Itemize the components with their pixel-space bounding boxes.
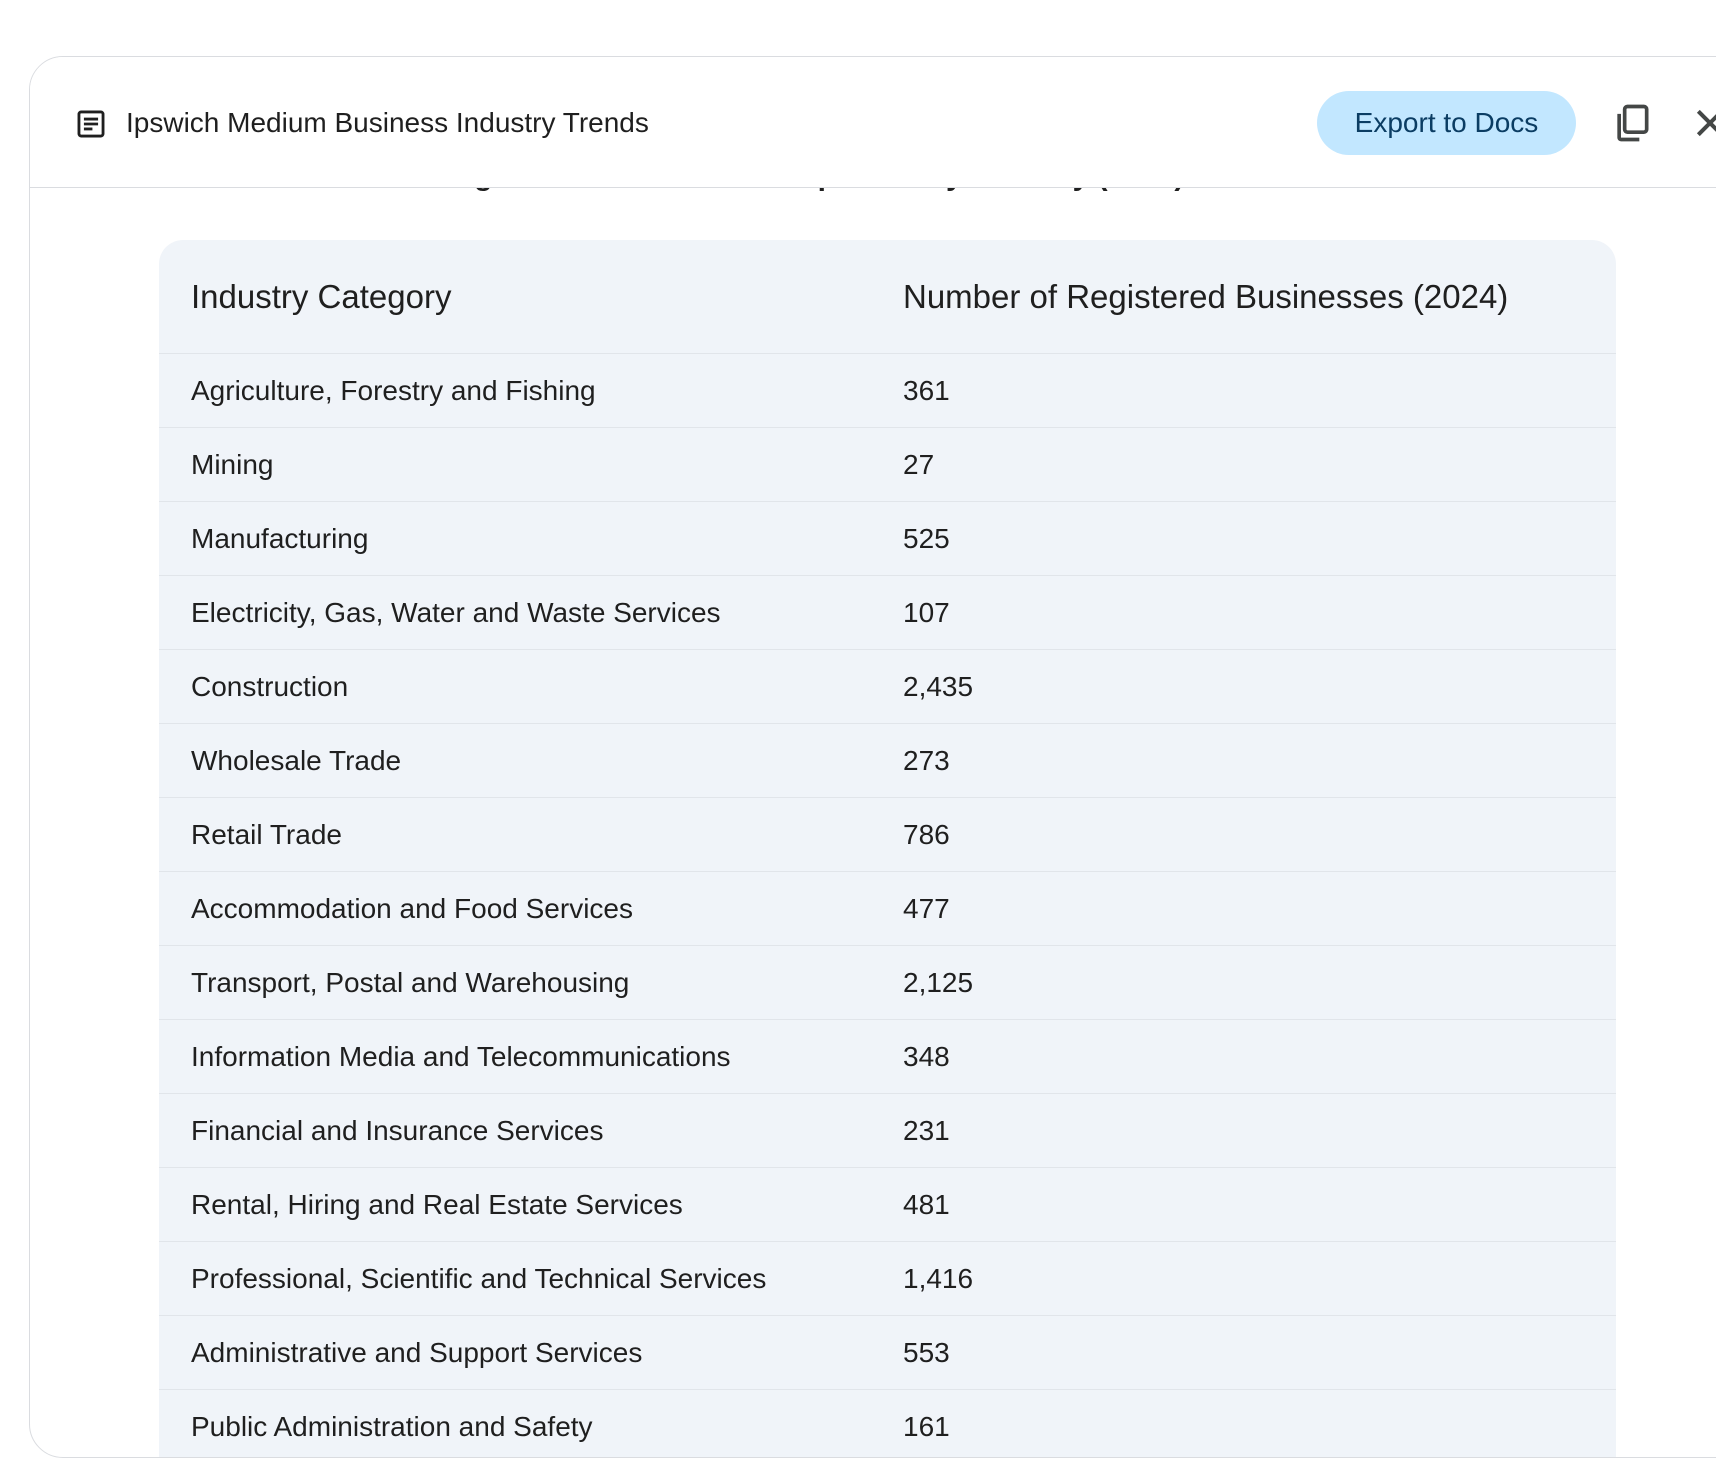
column-header-count: Number of Registered Businesses (2024) <box>871 240 1616 354</box>
table-row <box>159 354 1616 428</box>
count-cell: 786 <box>871 798 1616 872</box>
count-cell: 161 <box>871 1390 1616 1459</box>
industry-cell: Administrative and Support Services <box>159 1316 871 1390</box>
count-cell: 348 <box>871 1020 1616 1094</box>
table-row <box>159 872 1616 946</box>
table-row <box>159 724 1616 798</box>
count-cell: 27 <box>871 428 1616 502</box>
count-cell: 2,435 <box>871 650 1616 724</box>
count-cell: 553 <box>871 1316 1616 1390</box>
table-row <box>159 798 1616 872</box>
artifact-panel <box>29 56 1716 1458</box>
table-row <box>159 1390 1616 1459</box>
panel-header <box>30 57 1716 188</box>
industry-cell: Information Media and Telecommunications <box>159 1020 871 1094</box>
table-row <box>159 946 1616 1020</box>
industry-cell: Retail Trade <box>159 798 871 872</box>
table-row <box>159 502 1616 576</box>
panel-title: Ipswich Medium Business Industry Trends <box>126 107 649 138</box>
table-row <box>159 1094 1616 1168</box>
industry-cell: Electricity, Gas, Water and Waste Services <box>159 576 871 650</box>
table-row <box>159 650 1616 724</box>
industry-cell: Public Administration and Safety <box>159 1390 871 1459</box>
document-icon <box>74 107 108 141</box>
table-row <box>159 1020 1616 1094</box>
industry-cell: Manufacturing <box>159 502 871 576</box>
count-cell: 2,125 <box>871 946 1616 1020</box>
industry-cell: Mining <box>159 428 871 502</box>
table-row <box>159 1168 1616 1242</box>
industry-cell: Agriculture, Forestry and Fishing <box>159 354 871 428</box>
close-icon[interactable] <box>1690 103 1716 143</box>
count-cell: 273 <box>871 724 1616 798</box>
count-cell: 107 <box>871 576 1616 650</box>
count-cell: 477 <box>871 872 1616 946</box>
copy-icon[interactable] <box>1610 101 1654 145</box>
industry-cell: Transport, Postal and Warehousing <box>159 946 871 1020</box>
industry-cell: Financial and Insurance Services <box>159 1094 871 1168</box>
industry-cell: Accommodation and Food Services <box>159 872 871 946</box>
industry-cell: Construction <box>159 650 871 724</box>
industry-table <box>159 240 1616 1458</box>
table-header-row <box>159 240 1616 354</box>
column-header-industry: Industry Category <box>159 240 871 354</box>
table-row <box>159 576 1616 650</box>
count-cell: 361 <box>871 354 1616 428</box>
export-to-docs-button[interactable]: Export to Docs <box>1317 91 1576 155</box>
industry-cell: Professional, Scientific and Technical Services <box>159 1242 871 1316</box>
count-cell: 231 <box>871 1094 1616 1168</box>
table-row <box>159 428 1616 502</box>
count-cell: 1,416 <box>871 1242 1616 1316</box>
industry-cell: Rental, Hiring and Real Estate Services <box>159 1168 871 1242</box>
table-row <box>159 1242 1616 1316</box>
industry-cell: Wholesale Trade <box>159 724 871 798</box>
count-cell: 525 <box>871 502 1616 576</box>
count-cell: 481 <box>871 1168 1616 1242</box>
table-container <box>159 240 1616 1458</box>
table-row <box>159 1316 1616 1390</box>
panel-content <box>30 57 1716 1457</box>
